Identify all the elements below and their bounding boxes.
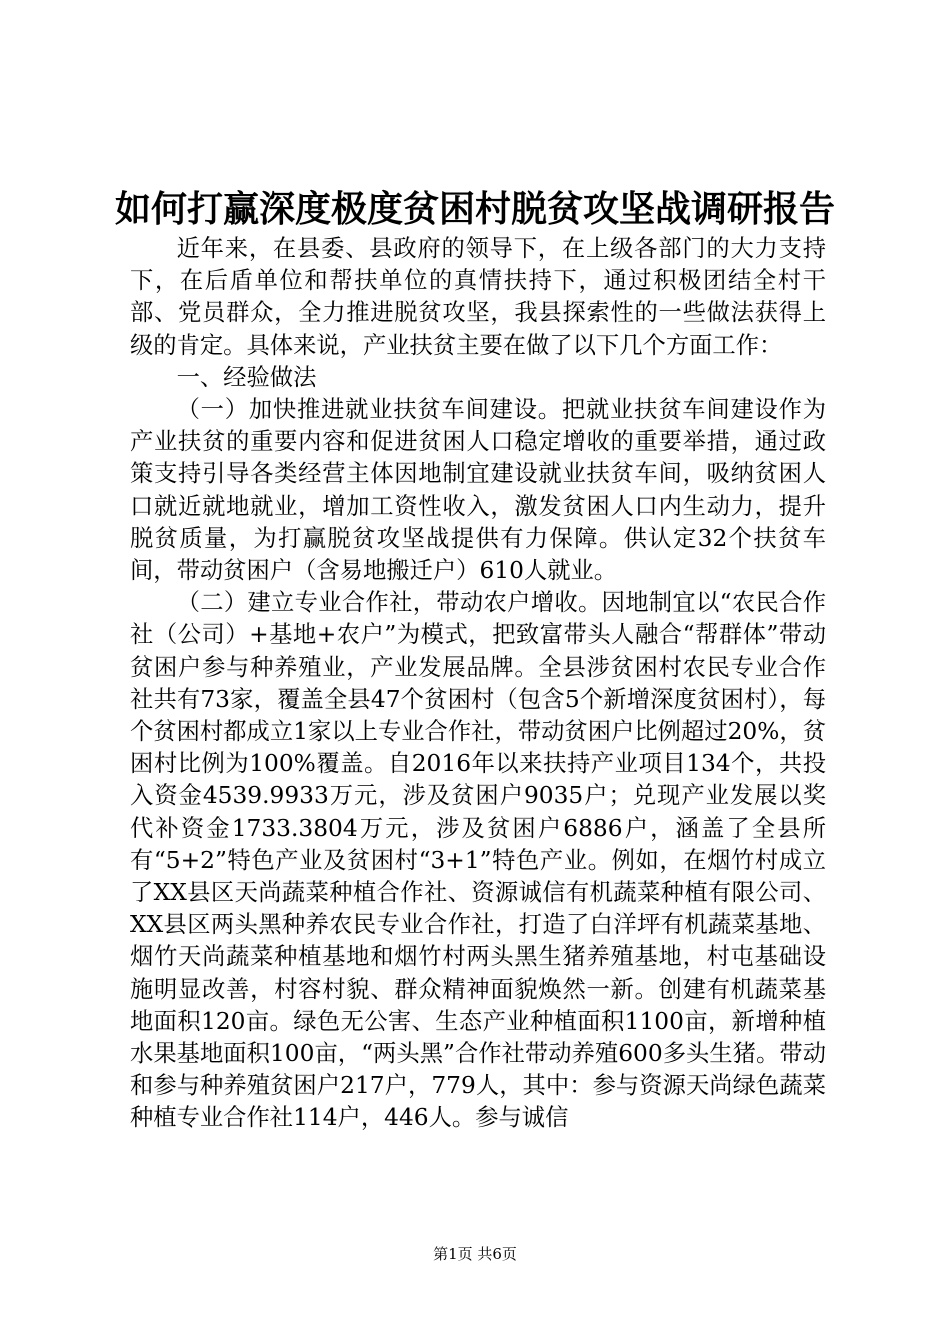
document-title: 如何打赢深度极度贫困村脱贫攻坚战调研报告 [114,188,835,230]
section-heading: 一、经验做法 [176,363,317,391]
page-number: 第1页 共6页 [433,1245,517,1263]
paragraph-intro: 近年来，在县委、县政府的领导下，在上级各部门的大力支持下，在后盾单位和帮扶单位的真情扶持下，通过积极团结全村干部、党员群众，全力推进脱贫攻坚，我县探索性的一些做法获得上级的肯定。具体来说，产业扶贫主要在做了以下几个方面工作： [130,235,826,359]
document-body [130,233,826,1135]
paragraph-item-2: （二）建立专业合作社，带动农户增收。因地制宜以“农民合作社（公司）+基地+农户”为模式，把致富带头人融合“帮群体”带动贫困户参与种养殖业，产业发展品牌。全县涉贫困村农民专业合作社共有73家，覆盖全县47个贫困村（包含5个新增深度贫困村），每个贫困村都成立1家以上专业合作社，带动贫困户比例超过20%，贫困村比例为100%覆盖。自2016年以来扶持产业项目134个，共投入资金4539.9933万元，涉及贫困户9035户；兑现产业发展以奖代补资金1733.3804万元，涉及贫困户6886户，涵盖了全县所有“5+2”特色产业及贫困村“3+1”特色产业。例如，在烟竹村成立了XX县区天尚蔬菜种植合作社、资源诚信有机蔬菜种植有限公司、XX县区两头黑种养农民专业合作社，打造了白洋坪有机蔬菜基地、烟竹天尚蔬菜种植基地和烟竹村两头黑生猪养殖基地，村屯基础设施明显改善，村容村貌、群众精神面貌焕然一新。创建有机蔬菜基地面积120亩。绿色无公害、生态产业种植面积1100亩，新增种植水果基地面积100亩，“两头黑”合作社带动养殖600多头生猪。带动和参与种养殖贫困户217户，779人，其中：参与资源天尚绿色蔬菜种植专业合作社114户，446人。参与诚信 [130,589,826,1132]
paragraph-item-1: （一）加快推进就业扶贫车间建设。把就业扶贫车间建设作为产业扶贫的重要内容和促进贫困人口稳定增收的重要举措，通过政策支持引导各类经营主体因地制宜建设就业扶贫车间，吸纳贫困人口就近就地就业，增加工资性收入，激发贫困人口内生动力，提升脱贫质量，为打赢脱贫攻坚战提供有力保障。供认定32个扶贫车间，带动贫困户（含易地搬迁户）610人就业。 [130,396,826,585]
